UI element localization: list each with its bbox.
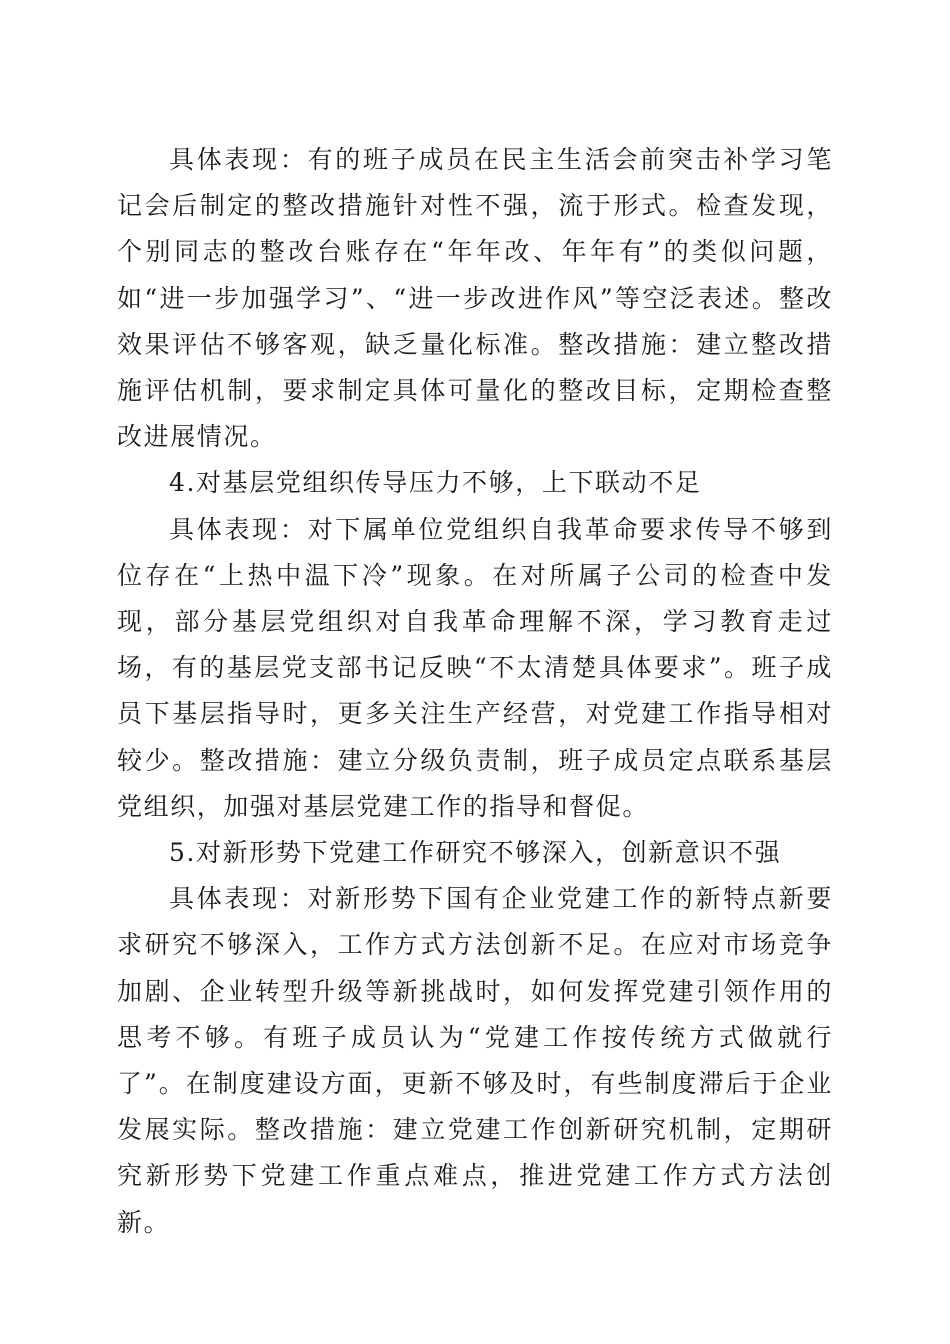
paragraph-grassroots-pressure: 具体表现：对下属单位党组织自我革命要求传导不够到位存在“上热中温下冷”现象。在对所属子公司的检查中发现，部分基层党组织对自我革命理解不深，学习教育走过场，有的基层党支部书记反映“不太清楚具体要求”。班子成员下基层指导时，更多关注生产经营，对党建工作指导相对较少。整改措施：建立分级负责制，班子成员定点联系基层党组织，加强对基层党建工作的指导和督促。 bbox=[117, 514, 833, 821]
paragraph-rectification-effectiveness: 具体表现：有的班子成员在民主生活会前突击补学习笔记会后制定的整改措施针对性不强，流于形式。检查发现，个别同志的整改台账存在“年年改、年年有”的类似问题，如“进一步加强学习”、“进一步改进作风”等空泛表述。整改效果评估不够客观，缺乏量化标准。整改措施：建立整改措施评估机制，要求制定具体可量化的整改目标，定期检查整改进展情况。 bbox=[117, 145, 833, 452]
paragraph-innovation: 具体表现：对新形势下国有企业党建工作的新特点新要求研究不够深入，工作方式方法创新不足。在应对市场竞争加剧、企业转型升级等新挑战时，如何发挥党建引领作用的思考不够。有班子成员认为“党建工作按传统方式做就行了”。在制度建设方面，更新不够及时，有些制度滞后于企业发展实际。整改措施：建立党建工作创新研究机制，定期研究新形势下党建工作重点难点，推进党建工作方式方法创新。 bbox=[117, 884, 833, 1237]
section-heading-5: 5.对新形势下党建工作研究不够深入，创新意识不强 bbox=[169, 838, 782, 868]
section-heading-4: 4.对基层党组织传导压力不够，上下联动不足 bbox=[169, 468, 702, 498]
document-body bbox=[117, 137, 833, 1246]
